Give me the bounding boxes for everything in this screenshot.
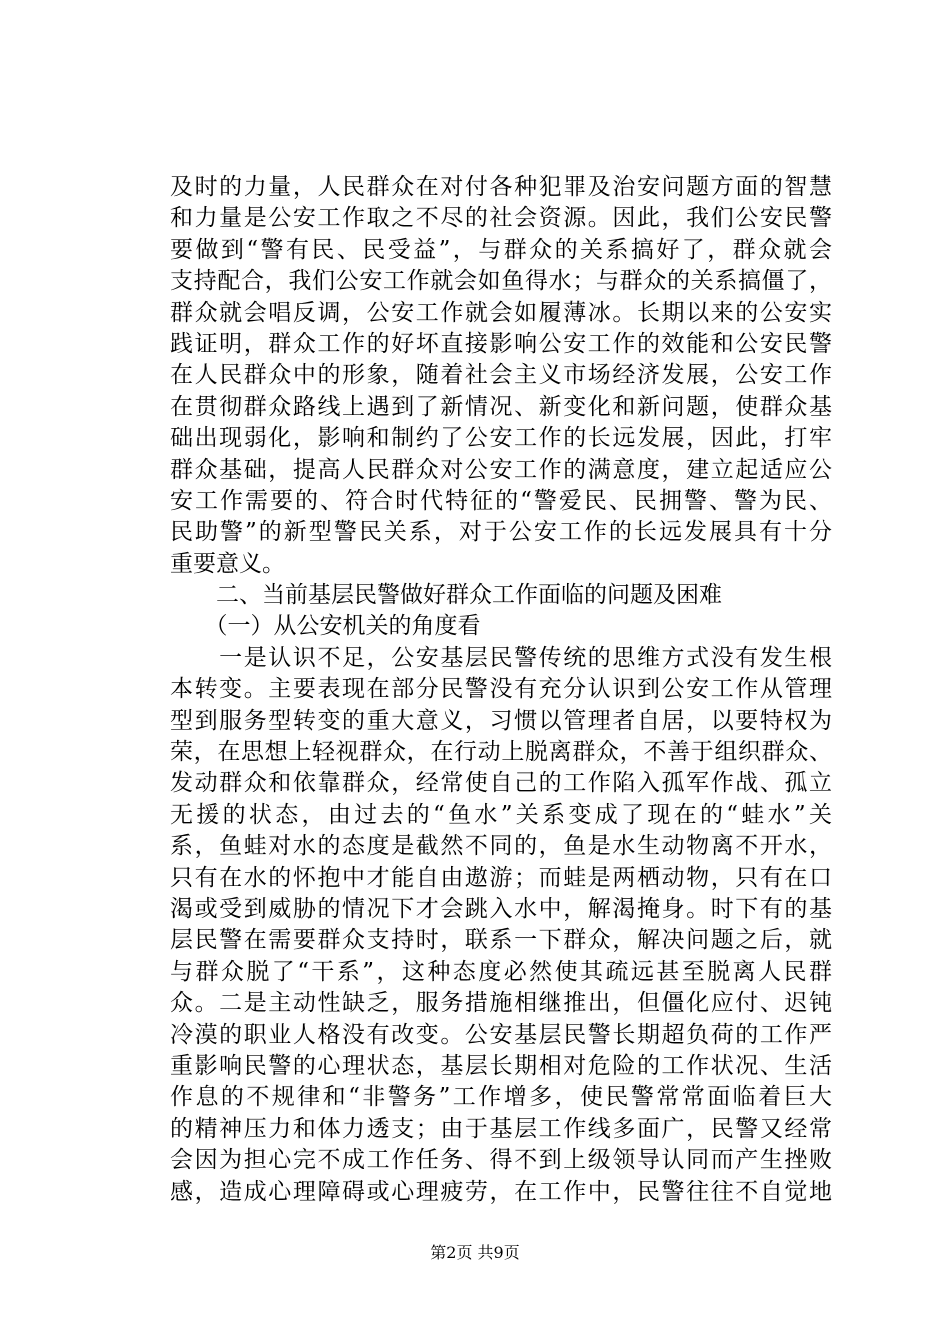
text-line: 在贯彻群众路线上遇到了新情况、新变化和新问题，使群众基 — [170, 393, 832, 420]
text-line: 层民警在需要群众支持时，联系一下群众，解决问题之后，就 — [170, 927, 832, 954]
text-line: 的精神压力和体力透支；由于基层工作线多面广，民警又经常 — [170, 1115, 832, 1142]
text-line: 本转变。主要表现在部分民警没有充分认识到公安工作从管理 — [170, 676, 832, 703]
text-line: 会因为担心完不成工作任务、得不到上级领导认同而产生挫败 — [170, 1147, 832, 1174]
text-line: 荣，在思想上轻视群众，在行动上脱离群众，不善于组织群众、 — [170, 739, 832, 766]
text-line: 作息的不规律和“非警务”工作增多，使民警常常面临着巨大 — [170, 1084, 832, 1111]
text-line: 无援的状态，由过去的“鱼水”关系变成了现在的“蛙水”关 — [170, 801, 832, 828]
text-line: 与群众脱了“干系”，这种态度必然使其疏远甚至脱离人民群 — [170, 958, 832, 985]
text-line: 感，造成心理障碍或心理疲劳，在工作中，民警往往不自觉地 — [170, 1178, 832, 1205]
text-line: 一是认识不足，公安基层民警传统的思维方式没有发生根 — [170, 644, 832, 671]
text-line: 只有在水的怀抱中才能自由遨游；而蛙是两栖动物，只有在口 — [170, 864, 832, 891]
text-line: 渴或受到威胁的情况下才会跳入水中，解渴掩身。时下有的基 — [170, 895, 832, 922]
text-line: 群众基础，提高人民群众对公安工作的满意度，建立起适应公 — [170, 456, 832, 483]
text-line: 践证明，群众工作的好坏直接影响公安工作的效能和公安民警 — [170, 330, 832, 357]
text-line: 重要意义。 — [170, 550, 285, 577]
text-line: 和力量是公安工作取之不尽的社会资源。因此，我们公安民警 — [170, 205, 832, 232]
text-line: （一）从公安机关的角度看 — [170, 613, 481, 640]
text-line: 及时的力量，人民群众在对付各种犯罪及治安问题方面的智慧 — [170, 174, 832, 200]
text-line: 础出现弱化，影响和制约了公安工作的长远发展，因此，打牢 — [170, 425, 832, 452]
text-line: 发动群众和依靠群众，经常使自己的工作陷入孤军作战、孤立 — [170, 770, 832, 797]
body-text — [170, 172, 832, 1208]
text-line: 重影响民警的心理状态，基层长期相对危险的工作状况、生活 — [170, 1052, 832, 1079]
text-line: 安工作需要的、符合时代特征的“警爱民、民拥警、警为民、 — [170, 487, 832, 514]
text-line: 冷漠的职业人格没有改变。公安基层民警长期超负荷的工作严 — [170, 1021, 832, 1048]
text-line: 群众就会唱反调，公安工作就会如履薄冰。长期以来的公安实 — [170, 299, 832, 326]
text-line: 在人民群众中的形象，随着社会主义市场经济发展，公安工作 — [170, 362, 832, 389]
page-footer: 第2页 共9页 — [430, 1243, 520, 1262]
text-line: 型到服务型转变的重大意义，习惯以管理者自居，以要特权为 — [170, 707, 832, 734]
text-line: 二、当前基层民警做好群众工作面临的问题及困难 — [170, 582, 722, 609]
text-line: 支持配合，我们公安工作就会如鱼得水；与群众的关系搞僵了， — [170, 268, 832, 295]
text-line: 要做到“警有民、民受益”，与群众的关系搞好了，群众就会 — [170, 236, 832, 263]
text-line: 系，鱼蛙对水的态度是截然不同的，鱼是水生动物离不开水， — [170, 833, 832, 860]
text-line: 众。二是主动性缺乏，服务措施相继推出，但僵化应付、迟钝 — [170, 990, 832, 1017]
text-line: 民助警”的新型警民关系，对于公安工作的长远发展具有十分 — [170, 519, 832, 546]
